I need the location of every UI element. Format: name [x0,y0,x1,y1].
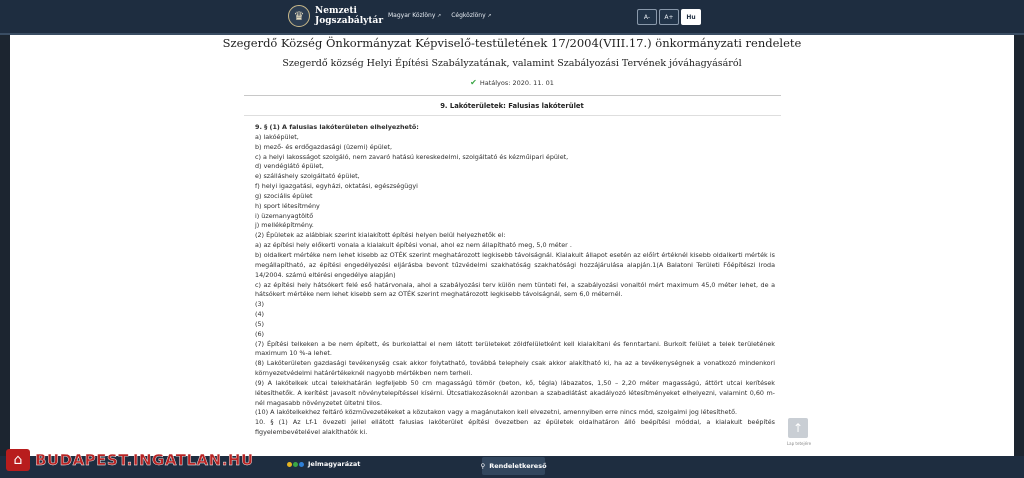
legend-dots-icon [287,462,304,467]
paragraph: 10. § (1) Az Lf-1 övezeti jellel ellátott falusias lakóterület építési övezetben az épületek oldalhatáron álló beépítési móddal, a kialakult beépítés figyelembevételével alakíthatók ki. [255,418,775,437]
check-icon: ✔ [470,78,477,87]
paragraph: b) mező- és erdőgazdasági (üzemi) épület, [255,142,393,151]
decree-search-button[interactable] [482,457,545,475]
paragraph: j) melléképítmény. [255,221,314,230]
paragraph: e) szálláshely szolgáltató épület, [255,172,360,181]
arrow-up-icon: ↑ [792,421,804,435]
paragraph: a) lakóépület, [255,132,299,141]
font-size-controls [637,9,701,25]
logo-line1: Nemzeti [315,6,357,16]
language-button[interactable]: Hu [681,9,701,25]
scroll-to-top-button[interactable] [788,418,808,438]
divider [244,115,781,116]
paragraph: (2) Épületek az alábbiak szerint kialakított építési helyen belül helyezhetők el: [255,231,506,240]
logo-line2: Jogszabálytár [315,16,384,26]
paragraph: 9. § (1) A falusias lakóterületen elhelyezhető: [255,123,419,131]
paragraph: (7) Építési telkeken a be nem épített, és burkolattal el nem látott területeket zöldfelületként kell kialakítani és fenntartani. Burkolt felület a telek területének maximum 10 %-a lehet. [255,339,775,358]
paragraph: f) helyi igazgatási, egyházi, oktatási, egészségügyi [255,182,418,191]
increase-font-button[interactable]: A+ [659,9,679,25]
site-logo[interactable] [288,5,383,27]
top-navigation-bar [0,0,1024,33]
watermark-text: BUDAPEST.INGATLAN.HU [35,451,254,469]
decree-search-label: Rendeletkereső [489,462,547,470]
paragraph: (6) [255,329,265,338]
watermark [6,449,254,471]
logo-text [315,6,383,26]
section-title: 9. Lakóterületek: Falusias lakóterület [440,102,584,110]
document-body [255,123,775,438]
header-divider [0,33,1024,35]
paragraph: h) sport létesítmény [255,201,320,210]
coat-of-arms-icon: ♛ [288,5,310,27]
legend-button[interactable] [287,460,360,468]
house-icon: ⌂ [6,449,30,471]
paragraph: (3) [255,300,265,309]
decrease-font-button[interactable]: A- [637,9,657,25]
paragraph: g) szociális épület [255,191,313,200]
search-icon: ⚲ [480,462,486,470]
legend-label: Jelmagyarázat [308,460,361,468]
cegkozlony-link[interactable]: Cégközlöny ↗ [451,12,491,19]
paragraph: (10) A lakótelkekhez feltáró közművezetékeket a közutakon vagy a magánutakon kell elvezetni, amennyiben erre nincs mód, szolgalmi jog létesíthető. [255,408,738,417]
magyar-kozlony-link[interactable]: Magyar Közlöny ↗ [388,12,441,19]
scroll-to-top-label: Lap tetejére [786,441,812,446]
paragraph: (9) A lakótelkek utcai telekhatárán legfeljebb 50 cm magasságú tömör (beton, kő, tégla) lábazatos, 1,50 – 2,20 méter magasságú, áttört utcai kerítések létesíthetők. A kerítést javasolt növénytelepítéssel kísérni. Útcsatlakozásoknál azonban a szabadlátást akadályozó létesítményeket elhelyezni, valamint 0,60 m-nél magasabb növényzetet ültetni tilos. [255,378,775,407]
right-side-panel [1014,0,1024,478]
paragraph: c) az építési hely hátsókert felé eső határvonala, ahol a szabályozási terv külön nem tünteti fel, a szabályozási vonaltól mért maximum 45,0 méter lehet, de a hátsókert mértéke nem lehet kisebb sem az OTÉK szerint meghatározott legkisebb távolságnál, sem 6,0 méternél. [255,280,775,299]
paragraph: (8) Lakóterületen gazdasági tevékenység csak akkor folytatható, továbbá telephely csak akkor alakítható ki, ha az a tevékenységnek a vonatkozó mindenkori környezetvédelmi határértékeknél nagyobb mértékben nem terheli. [255,359,775,378]
paragraph: (5) [255,319,265,328]
external-links [388,12,491,19]
paragraph: (4) [255,310,265,319]
document-title: Szegerdő Község Önkormányzat Képviselő-testületének 17/2004(VIII.17.) önkormányzati rendelete [222,36,802,50]
validity-text: Hatályos: 2020. 11. 01 [479,79,554,87]
paragraph: a) az építési hely előkerti vonala a kialakult építési vonal, ahol ez nem állapítható meg, 5,0 méter . [255,241,572,250]
left-side-panel [0,0,10,478]
document-subtitle: Szegerdő község Helyi Építési Szabályzatának, valamint Szabályozási Tervének jóváhagyásáról [282,58,742,69]
paragraph: d) vendéglátó épület, [255,162,324,171]
paragraph: b) oldalkert mértéke nem lehet kisebb az OTÉK szerint meghatározott legkisebb távolságnál. Kialakult állapot esetén az előírt értéknél kisebb oldalkerti mérték is megállapítható, az építési engedélyezési eljárásba bevont tűzvédelmi szakhatóság szakhatósági hozzájárulása alapján.1(A Balatoni Területi Főépítészi Iroda 14/2004. számú eltérési engedélye alapján) [255,250,775,279]
paragraph: i) üzemanyagtöltő [255,211,314,220]
paragraph: c) a helyi lakosságot szolgáló, nem zavaró hatású kereskedelmi, szolgáltató és kézműipari épület, [255,152,569,161]
divider [244,95,781,96]
validity-line [0,78,1024,87]
